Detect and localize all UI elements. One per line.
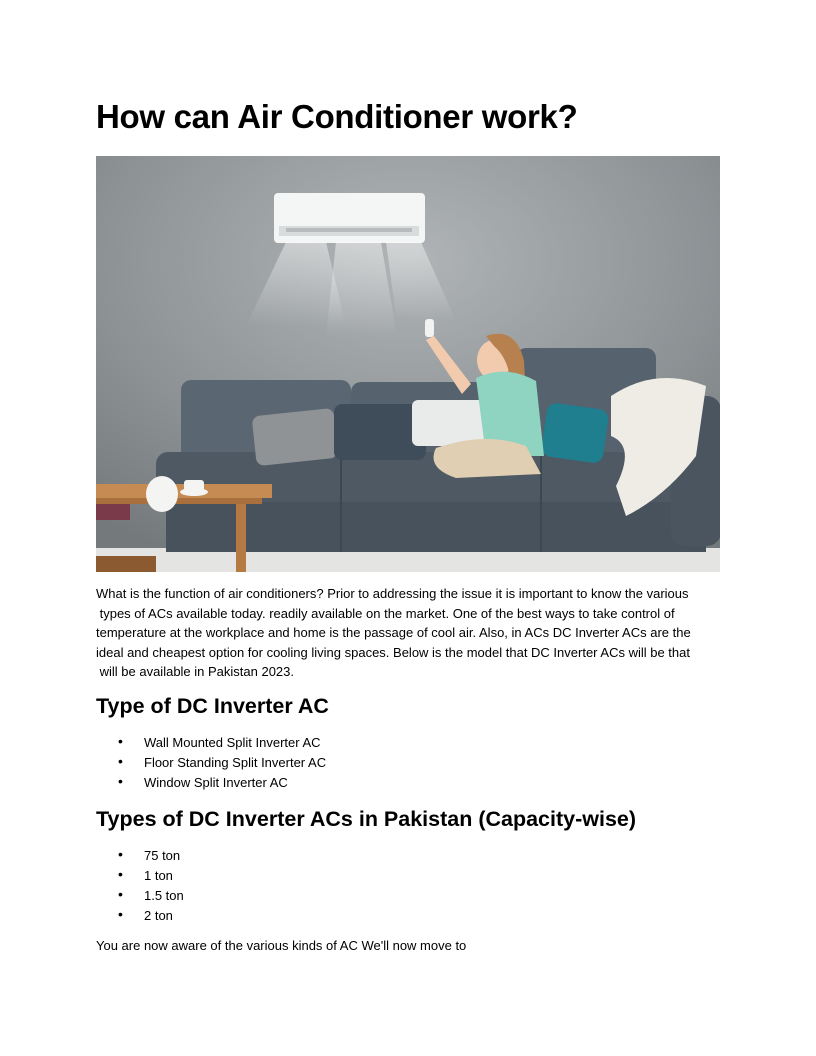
intro-line: What is the function of air conditioners? Prior to addressing the issue it is important to know the various [96,586,689,601]
closing-paragraph: You are now aware of the various kinds of AC We'll now move to [96,938,467,953]
bullet-icon: • [118,846,123,862]
intro-line: ideal and cheapest option for cooling living spaces. Below is the model that DC Inverter ACs will be that [96,644,690,660]
capacity-list [96,846,184,926]
bullet-icon: • [118,773,123,789]
page-title: How can Air Conditioner work? [96,98,578,135]
inverter-types-list [96,733,326,793]
intro-line: temperature at the workplace and home is the passage of cool air. Also, in ACs DC Inverter ACs are the [96,625,691,640]
intro-line: will be available in Pakistan 2023. [96,664,295,679]
intro-line: types of ACs available today. readily available on the market. One of the best ways to take control of [96,605,675,621]
ac-unit-illustration [274,193,425,243]
list-item: • 1.5 ton [118,886,184,903]
intro-paragraph [96,584,720,682]
list-item: • 2 ton [118,906,173,923]
list-item: • Floor Standing Split Inverter AC [118,753,327,770]
section-heading-types: Type of DC Inverter AC [96,694,329,718]
bullet-icon: • [118,753,123,769]
section-heading-capacity: Types of DC Inverter ACs in Pakistan (Capacity-wise) [96,807,637,831]
list-item: • Wall Mounted Split Inverter AC [118,733,321,750]
bullet-icon: • [118,866,123,882]
bullet-icon: • [118,733,123,749]
list-item: • 75 ton [118,846,181,863]
list-item: • Window Split Inverter AC [118,773,288,790]
bullet-icon: • [118,906,123,922]
list-item: • 1 ton [118,866,173,883]
hero-image [96,156,720,572]
bullet-icon: • [118,886,123,902]
